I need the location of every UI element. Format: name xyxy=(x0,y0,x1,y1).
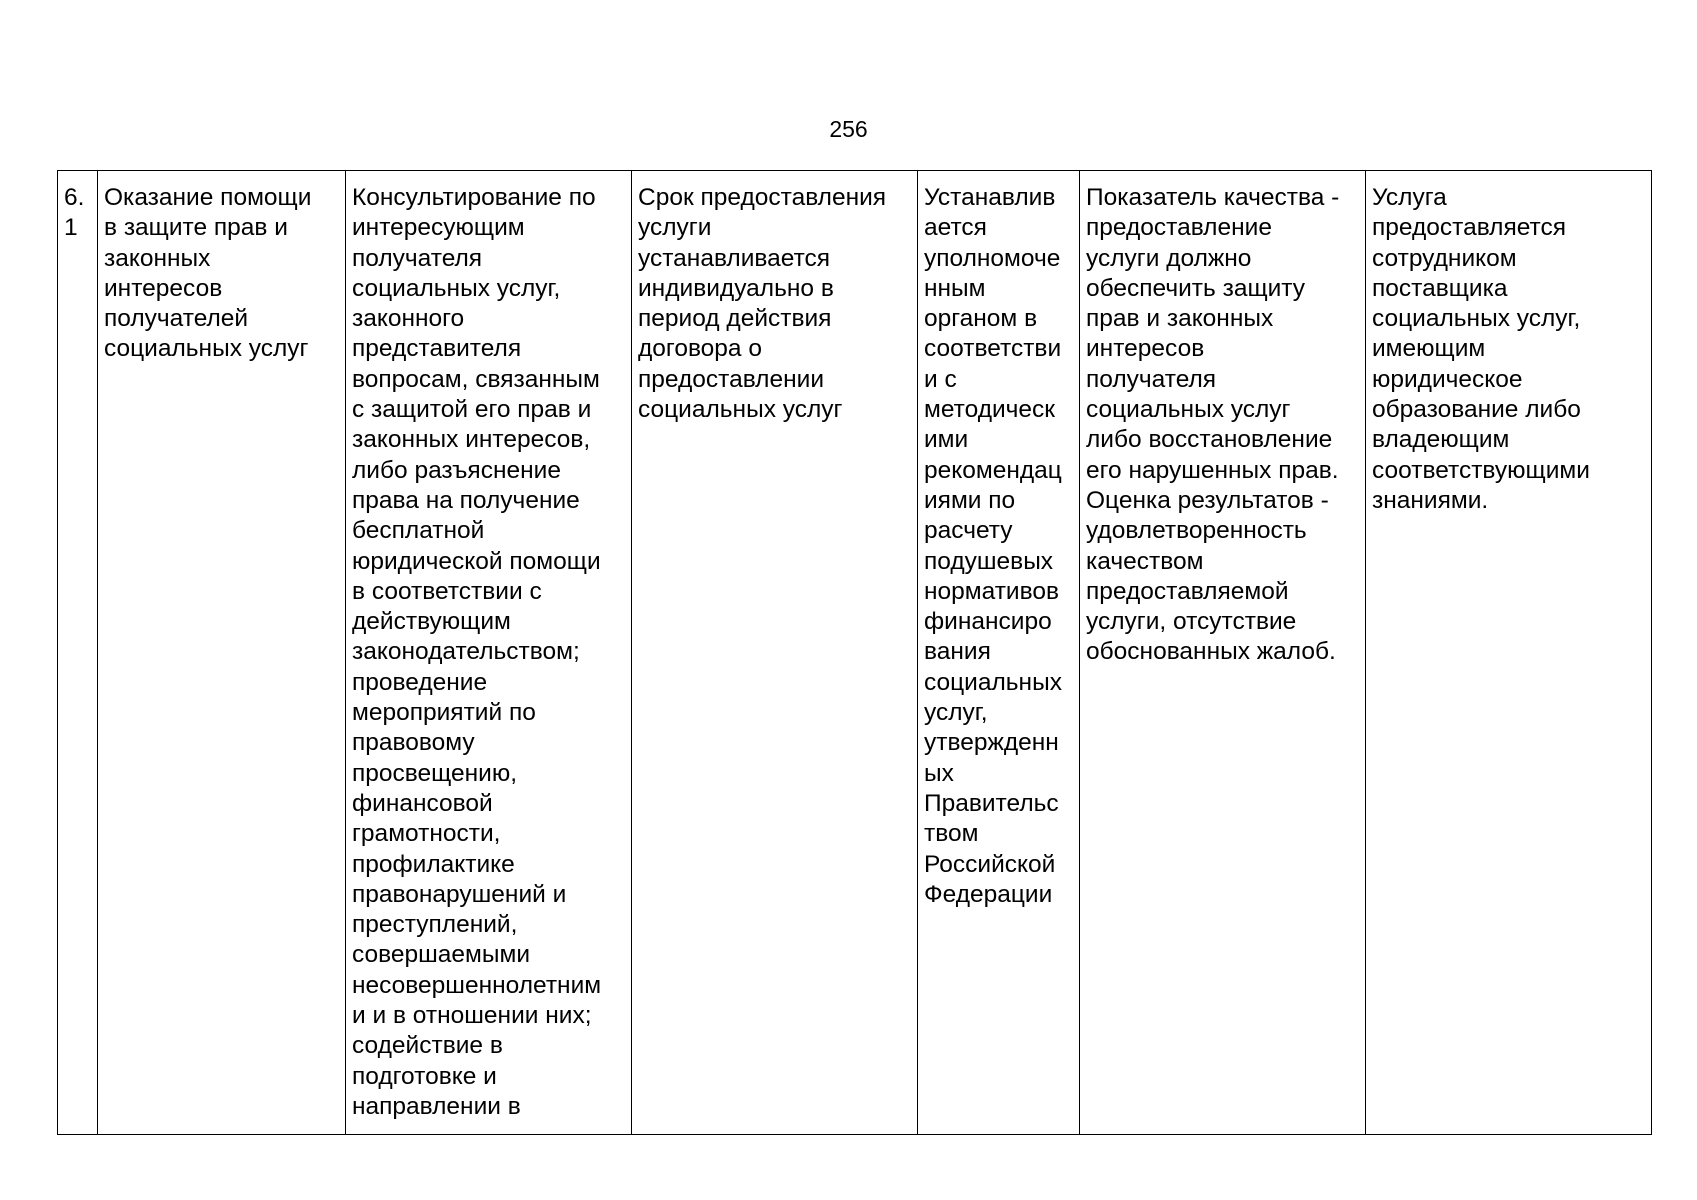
table-row xyxy=(58,171,1652,1135)
service-description-cell: Консультирование по интересующим получателя социальных услуг, законного представителя вопросам, связанным с защитой его прав и законных интересов, либо разъяснение права на получение бесплатной юридической помощи в соответствии с действующим законодательством; проведение мероприятий по правовому просвещению, финансовой грамотности, профилактике правонарушений и преступлений, совершаемыми несовершеннолетним и и в отношении них; содействие в подготовке и направлении в xyxy=(346,171,632,1135)
page-number: 256 xyxy=(829,116,868,142)
funding-norm-cell: Устанавлив ается уполномоче нным органом в соответстви и с методическ ими рекомендац иями по расчету подушевых нормативов финансиро вания социальных услуг, утвержденн ых Правительс твом Российской Федерации xyxy=(918,171,1080,1135)
service-term-cell: Срок предоставления услуги устанавливается индивидуально в период действия договора о предоставлении социальных услуг xyxy=(632,171,918,1135)
quality-indicator-cell: Показатель качества - предоставление услуги должно обеспечить защиту прав и законных интересов получателя социальных услуг либо восстановление его нарушенных прав. Оценка результатов - удовлетворенность качеством предоставляемой услуги, отсутствие обоснованных жалоб. xyxy=(1080,171,1366,1135)
service-conditions-cell: Услуга предоставляется сотрудником поставщика социальных услуг, имеющим юридическое образование либо владеющим соответствующими знаниями. xyxy=(1366,171,1652,1135)
service-name-cell: Оказание помощи в защите прав и законных интересов получателей социальных услуг xyxy=(98,171,346,1135)
services-table xyxy=(57,170,1652,1135)
row-number-cell: 6. 1 xyxy=(58,171,98,1135)
